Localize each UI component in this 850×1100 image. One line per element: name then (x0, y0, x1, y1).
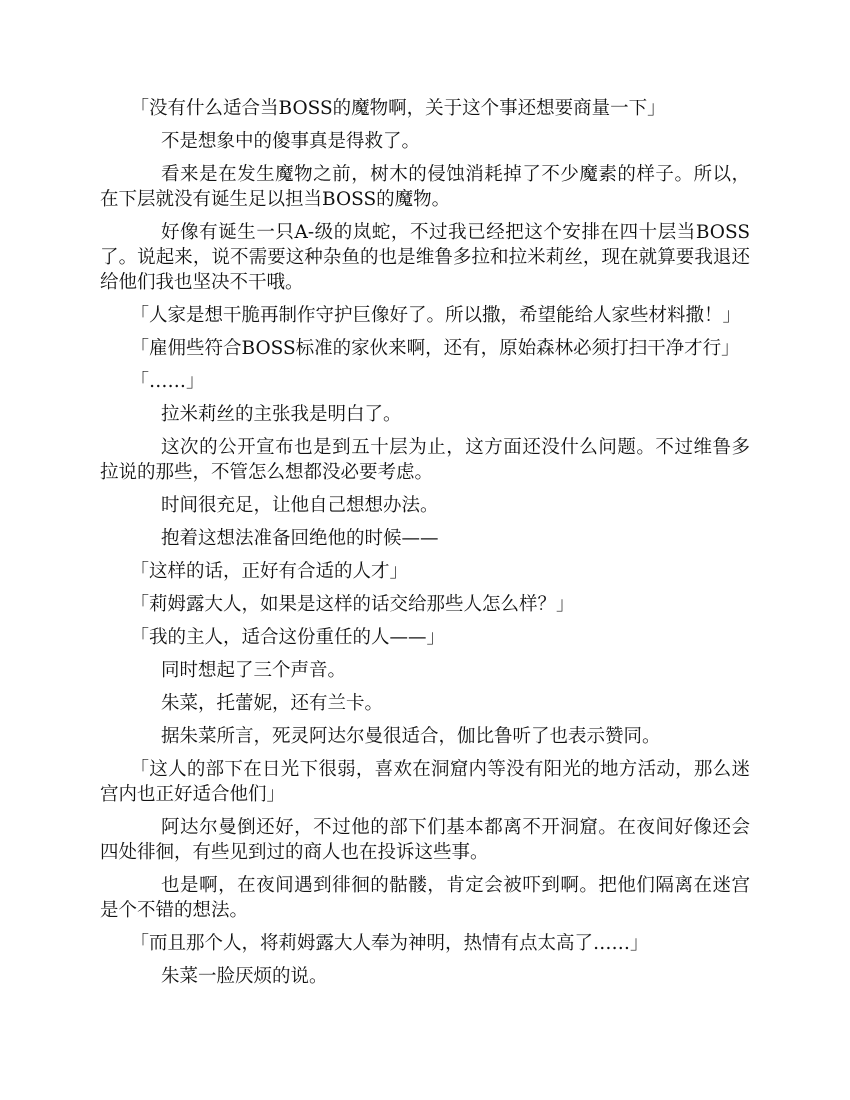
paragraph-dialogue: 「……」 (130, 371, 205, 392)
paragraph-dialogue: 「我的主人，适合这份重任的人——」 (130, 627, 446, 648)
paragraph-narration: 好像有诞生一只A-级的岚蛇，不过我已经把这个安排在四十层当BOSS了。说起来，说不需要这种杂鱼的也是维鲁多拉和拉米莉丝，现在就算要我退还给他们我也坚决不干哦。 (100, 222, 750, 293)
paragraph-narration: 抱着这想法准备回绝他的时候—— (161, 528, 439, 549)
paragraph-narration: 据朱菜所言，死灵阿达尔曼很适合，伽比鲁听了也表示赞同。 (161, 726, 661, 747)
paragraph-narration: 看来是在发生魔物之前，树木的侵蚀消耗掉了不少魔素的样子。所以，在下层就没有诞生足以担当BOSS的魔物。 (100, 164, 750, 210)
paragraph-dialogue: 「这样的话，正好有合适的人才」 (130, 561, 409, 582)
paragraph-narration: 同时想起了三个声音。 (161, 660, 347, 681)
paragraph-dialogue: 「没有什么适合当BOSS的魔物啊，关于这个事还想要商量一下」 (130, 98, 666, 119)
paragraph-dialogue: 「这人的部下在日光下很弱，喜欢在洞窟内等没有阳光的地方活动，那么迷宫内也正好适合他们」 (100, 759, 750, 805)
paragraph-dialogue: 「人家是想干脆再制作守护巨像好了。所以撒，希望能给人家些材料撒！」 (130, 305, 742, 326)
paragraph-narration: 阿达尔曼倒还好，不过他的部下们基本都离不开洞窟。在夜间好像还会四处徘徊，有些见到过的商人也在投诉这些事。 (100, 817, 750, 863)
paragraph-dialogue: 「而且那个人，将莉姆露大人奉为神明，热情有点太高了……」 (130, 933, 649, 954)
paragraph-narration: 朱菜，托蕾妮，还有兰卡。 (161, 693, 384, 714)
document-page (100, 96, 750, 997)
paragraph-narration: 拉米莉丝的主张我是明白了。 (161, 404, 402, 425)
paragraph-dialogue: 「雇佣些符合BOSS标准的家伙来啊，还有，原始森林必须打扫干净才行」 (130, 338, 740, 359)
paragraph-narration: 朱菜一脸厌烦的说。 (161, 966, 328, 987)
paragraph-narration: 这次的公开宣布也是到五十层为止，这方面还没什么问题。不过维鲁多拉说的那些，不管怎么想都没必要考虑。 (100, 437, 750, 483)
paragraph-dialogue: 「莉姆露大人，如果是这样的话交给那些人怎么样？」 (130, 594, 575, 615)
paragraph-narration: 也是啊，在夜间遇到徘徊的骷髅，肯定会被吓到啊。把他们隔离在迷宫是个不错的想法。 (100, 875, 750, 921)
paragraph-narration: 时间很充足，让他自己想想办法。 (161, 495, 439, 516)
paragraph-narration: 不是想象中的傻事真是得救了。 (161, 131, 421, 152)
